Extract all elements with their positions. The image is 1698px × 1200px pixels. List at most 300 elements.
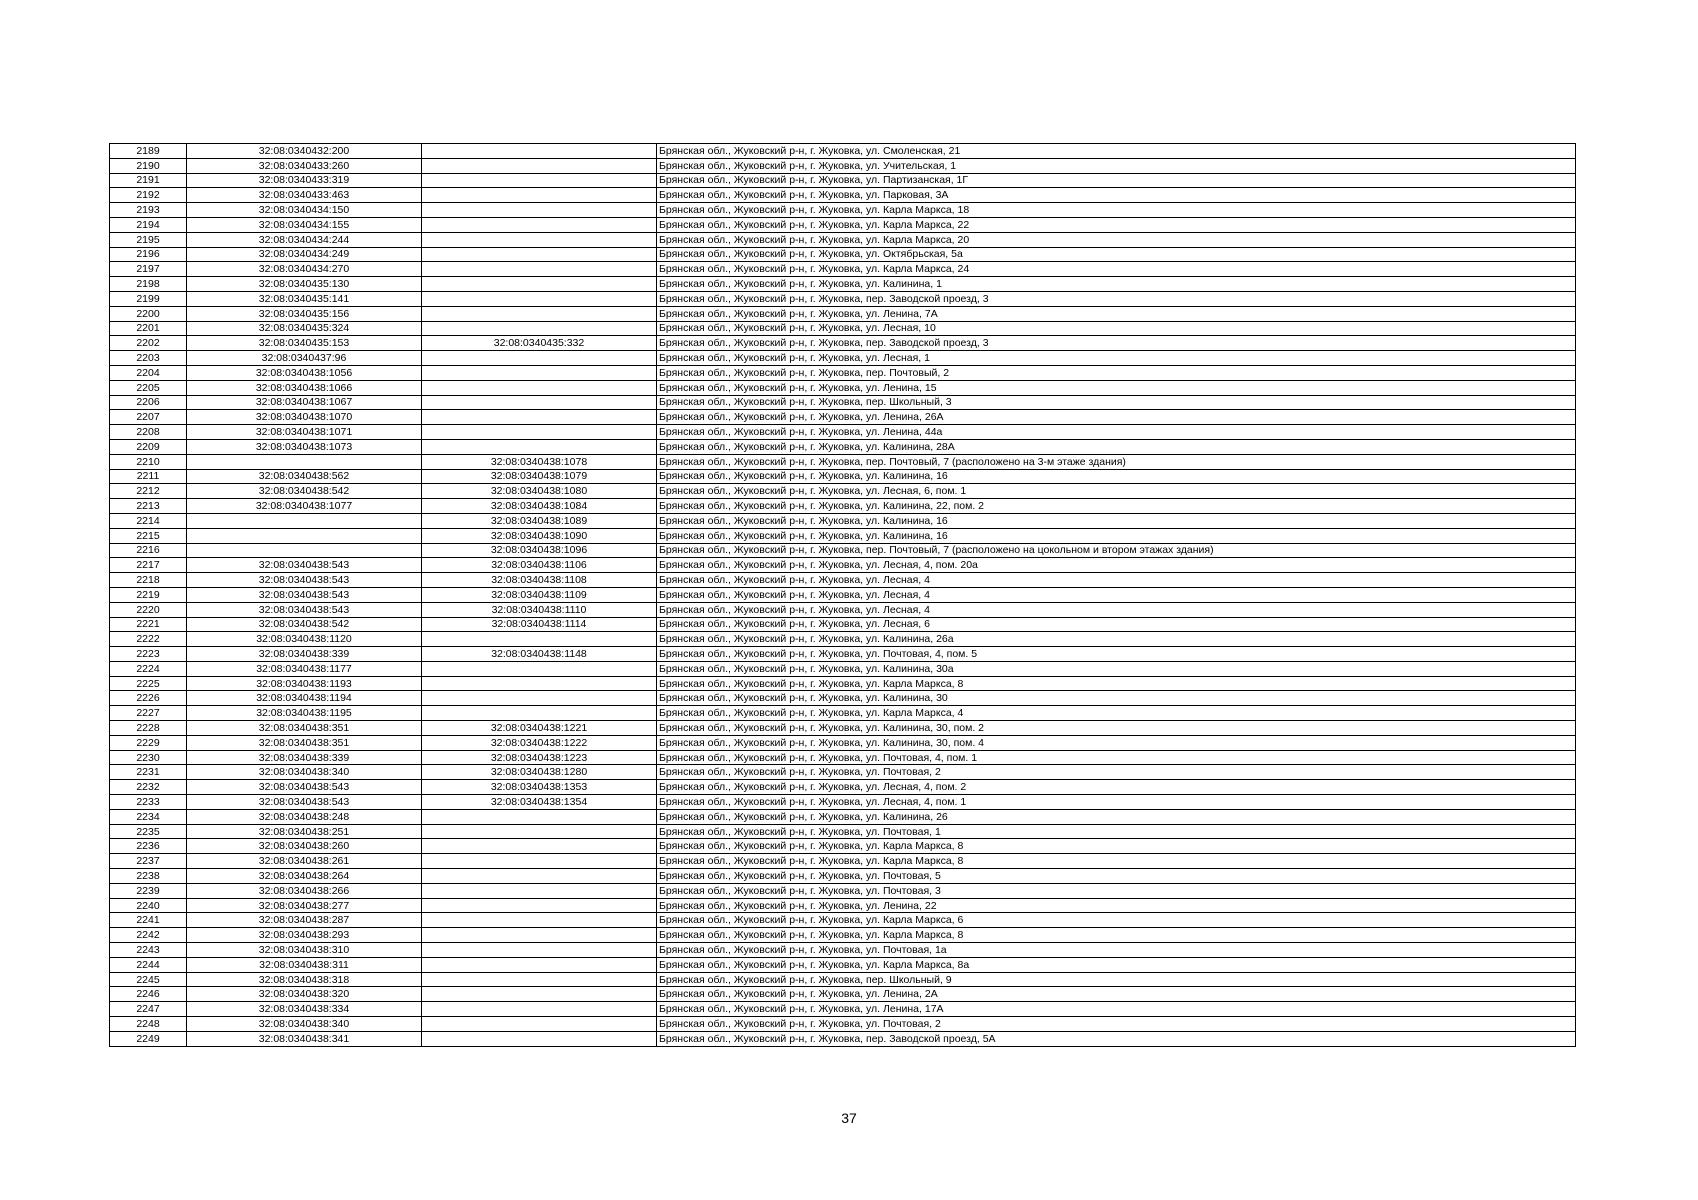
object-number-cell	[422, 277, 657, 292]
object-number-cell: 32:08:0340438:1114	[422, 617, 657, 632]
address-cell: Брянская обл., Жуковский р-н, г. Жуковка, ул. Ленина, 22	[657, 898, 1576, 913]
table-row	[110, 439, 1576, 454]
table-row	[110, 869, 1576, 884]
table-row	[110, 558, 1576, 573]
table-row	[110, 306, 1576, 321]
object-number-cell: 32:08:0340438:1221	[422, 721, 657, 736]
cadastral-number-cell: 32:08:0340438:264	[187, 869, 422, 884]
cadastral-number-cell: 32:08:0340433:463	[187, 188, 422, 203]
object-number-cell	[422, 173, 657, 188]
address-cell: Брянская обл., Жуковский р-н, г. Жуковка, ул. Калинина, 1	[657, 277, 1576, 292]
address-cell: Брянская обл., Жуковский р-н, г. Жуковка, ул. Лесная, 4, пом. 1	[657, 795, 1576, 810]
cadastral-number-cell: 32:08:0340438:341	[187, 1031, 422, 1046]
row-number-cell: 2226	[110, 691, 187, 706]
cadastral-number-cell: 32:08:0340438:351	[187, 735, 422, 750]
object-number-cell	[422, 351, 657, 366]
row-number-cell: 2232	[110, 780, 187, 795]
row-number-cell: 2206	[110, 395, 187, 410]
address-cell: Брянская обл., Жуковский р-н, г. Жуковка, ул. Почтовая, 4, пом. 1	[657, 750, 1576, 765]
table-row	[110, 410, 1576, 425]
address-cell: Брянская обл., Жуковский р-н, г. Жуковка, ул. Калинина, 30а	[657, 661, 1576, 676]
address-cell: Брянская обл., Жуковский р-н, г. Жуковка, ул. Ленина, 2А	[657, 987, 1576, 1002]
row-number-cell: 2225	[110, 676, 187, 691]
cadastral-number-cell: 32:08:0340438:334	[187, 1002, 422, 1017]
object-number-cell	[422, 839, 657, 854]
row-number-cell: 2220	[110, 602, 187, 617]
cadastral-number-cell: 32:08:0340438:311	[187, 957, 422, 972]
address-cell: Брянская обл., Жуковский р-н, г. Жуковка, ул. Калинина, 22, пом. 2	[657, 499, 1576, 514]
cadastral-number-cell: 32:08:0340438:339	[187, 647, 422, 662]
object-number-cell	[422, 972, 657, 987]
table-row	[110, 824, 1576, 839]
object-number-cell	[422, 291, 657, 306]
row-number-cell: 2221	[110, 617, 187, 632]
object-number-cell: 32:08:0340438:1353	[422, 780, 657, 795]
table-row	[110, 943, 1576, 958]
table-row	[110, 232, 1576, 247]
address-cell: Брянская обл., Жуковский р-н, г. Жуковка, ул. Почтовая, 5	[657, 869, 1576, 884]
address-cell: Брянская обл., Жуковский р-н, г. Жуковка, ул. Карла Маркса, 8а	[657, 957, 1576, 972]
cadastral-number-cell: 32:08:0340438:542	[187, 617, 422, 632]
object-number-cell	[422, 365, 657, 380]
object-number-cell: 32:08:0340438:1084	[422, 499, 657, 514]
cadastral-number-cell: 32:08:0340438:351	[187, 721, 422, 736]
object-number-cell: 32:08:0340438:1089	[422, 513, 657, 528]
row-number-cell: 2231	[110, 765, 187, 780]
row-number-cell: 2190	[110, 158, 187, 173]
table-row	[110, 780, 1576, 795]
table-row	[110, 854, 1576, 869]
address-cell: Брянская обл., Жуковский р-н, г. Жуковка, пер. Почтовый, 7 (расположено на цокольном и втором этажах здания)	[657, 543, 1576, 558]
cadastral-number-cell: 32:08:0340434:270	[187, 262, 422, 277]
table-row	[110, 647, 1576, 662]
address-cell: Брянская обл., Жуковский р-н, г. Жуковка, ул. Лесная, 1	[657, 351, 1576, 366]
address-cell: Брянская обл., Жуковский р-н, г. Жуковка, ул. Учительская, 1	[657, 158, 1576, 173]
table-row	[110, 321, 1576, 336]
object-number-cell	[422, 854, 657, 869]
cadastral-number-cell: 32:08:0340435:156	[187, 306, 422, 321]
address-cell: Брянская обл., Жуковский р-н, г. Жуковка, ул. Лесная, 10	[657, 321, 1576, 336]
row-number-cell: 2196	[110, 247, 187, 262]
table-row	[110, 1002, 1576, 1017]
row-number-cell: 2244	[110, 957, 187, 972]
address-cell: Брянская обл., Жуковский р-н, г. Жуковка, ул. Калинина, 30, пом. 4	[657, 735, 1576, 750]
table-body	[110, 144, 1576, 1047]
object-number-cell	[422, 203, 657, 218]
table-row	[110, 144, 1576, 159]
cadastral-number-cell: 32:08:0340438:248	[187, 809, 422, 824]
cadastral-number-cell: 32:08:0340438:1177	[187, 661, 422, 676]
row-number-cell: 2210	[110, 454, 187, 469]
cadastral-number-cell: 32:08:0340438:543	[187, 780, 422, 795]
cadastral-number-cell: 32:08:0340438:251	[187, 824, 422, 839]
cadastral-number-cell	[187, 454, 422, 469]
object-number-cell	[422, 158, 657, 173]
address-cell: Брянская обл., Жуковский р-н, г. Жуковка, ул. Карла Маркса, 22	[657, 217, 1576, 232]
cadastral-number-cell: 32:08:0340438:1073	[187, 439, 422, 454]
cadastral-number-cell: 32:08:0340438:339	[187, 750, 422, 765]
table-row	[110, 528, 1576, 543]
row-number-cell: 2198	[110, 277, 187, 292]
table-row	[110, 928, 1576, 943]
table-row	[110, 957, 1576, 972]
object-number-cell: 32:08:0340438:1110	[422, 602, 657, 617]
table-row	[110, 721, 1576, 736]
cadastral-number-cell: 32:08:0340438:1056	[187, 365, 422, 380]
address-cell: Брянская обл., Жуковский р-н, г. Жуковка, ул. Калинина, 26	[657, 809, 1576, 824]
table-row	[110, 277, 1576, 292]
cadastral-number-cell	[187, 528, 422, 543]
table-row	[110, 602, 1576, 617]
row-number-cell: 2189	[110, 144, 187, 159]
table-row	[110, 499, 1576, 514]
table-row	[110, 661, 1576, 676]
object-number-cell	[422, 661, 657, 676]
cadastral-number-cell: 32:08:0340438:340	[187, 1017, 422, 1032]
object-number-cell: 32:08:0340438:1354	[422, 795, 657, 810]
table-row	[110, 913, 1576, 928]
cadastral-number-cell: 32:08:0340438:543	[187, 573, 422, 588]
row-number-cell: 2242	[110, 928, 187, 943]
row-number-cell: 2229	[110, 735, 187, 750]
row-number-cell: 2211	[110, 469, 187, 484]
address-cell: Брянская обл., Жуковский р-н, г. Жуковка, пер. Школьный, 9	[657, 972, 1576, 987]
object-number-cell: 32:08:0340438:1079	[422, 469, 657, 484]
table-row	[110, 750, 1576, 765]
table-row	[110, 513, 1576, 528]
cadastral-number-cell: 32:08:0340438:260	[187, 839, 422, 854]
object-number-cell	[422, 262, 657, 277]
table-row	[110, 987, 1576, 1002]
cadastral-number-cell: 32:08:0340434:155	[187, 217, 422, 232]
cadastral-number-cell: 32:08:0340438:1070	[187, 410, 422, 425]
cadastral-number-cell: 32:08:0340438:543	[187, 558, 422, 573]
table-row	[110, 632, 1576, 647]
address-cell: Брянская обл., Жуковский р-н, г. Жуковка, ул. Карла Маркса, 24	[657, 262, 1576, 277]
cadastral-number-cell: 32:08:0340438:320	[187, 987, 422, 1002]
row-number-cell: 2197	[110, 262, 187, 277]
address-cell: Брянская обл., Жуковский р-н, г. Жуковка, пер. Заводской проезд, 5А	[657, 1031, 1576, 1046]
address-cell: Брянская обл., Жуковский р-н, г. Жуковка, ул. Почтовая, 1	[657, 824, 1576, 839]
table-row	[110, 247, 1576, 262]
cadastral-number-cell: 32:08:0340438:1067	[187, 395, 422, 410]
row-number-cell: 2233	[110, 795, 187, 810]
object-number-cell: 32:08:0340435:332	[422, 336, 657, 351]
row-number-cell: 2218	[110, 573, 187, 588]
row-number-cell: 2192	[110, 188, 187, 203]
cadastral-number-cell: 32:08:0340438:543	[187, 587, 422, 602]
table-row	[110, 676, 1576, 691]
object-number-cell: 32:08:0340438:1108	[422, 573, 657, 588]
address-cell: Брянская обл., Жуковский р-н, г. Жуковка, ул. Калинина, 26а	[657, 632, 1576, 647]
row-number-cell: 2237	[110, 854, 187, 869]
row-number-cell: 2238	[110, 869, 187, 884]
row-number-cell: 2201	[110, 321, 187, 336]
row-number-cell: 2249	[110, 1031, 187, 1046]
address-cell: Брянская обл., Жуковский р-н, г. Жуковка, пер. Школьный, 3	[657, 395, 1576, 410]
object-number-cell	[422, 1002, 657, 1017]
address-cell: Брянская обл., Жуковский р-н, г. Жуковка, ул. Почтовая, 2	[657, 765, 1576, 780]
table-row	[110, 735, 1576, 750]
page-number: 37	[841, 1110, 857, 1126]
row-number-cell: 2194	[110, 217, 187, 232]
row-number-cell: 2224	[110, 661, 187, 676]
address-cell: Брянская обл., Жуковский р-н, г. Жуковка, ул. Смоленская, 21	[657, 144, 1576, 159]
address-cell: Брянская обл., Жуковский р-н, г. Жуковка, ул. Лесная, 6	[657, 617, 1576, 632]
address-cell: Брянская обл., Жуковский р-н, г. Жуковка, ул. Почтовая, 3	[657, 883, 1576, 898]
table-row	[110, 484, 1576, 499]
address-cell: Брянская обл., Жуковский р-н, г. Жуковка, ул. Почтовая, 2	[657, 1017, 1576, 1032]
row-number-cell: 2245	[110, 972, 187, 987]
object-number-cell	[422, 1017, 657, 1032]
table-row	[110, 425, 1576, 440]
object-number-cell	[422, 824, 657, 839]
table-row	[110, 809, 1576, 824]
cadastral-number-cell	[187, 513, 422, 528]
address-cell: Брянская обл., Жуковский р-н, г. Жуковка, ул. Калинина, 16	[657, 469, 1576, 484]
cadastral-number-cell: 32:08:0340434:249	[187, 247, 422, 262]
row-number-cell: 2241	[110, 913, 187, 928]
row-number-cell: 2204	[110, 365, 187, 380]
table-row	[110, 262, 1576, 277]
table-row	[110, 395, 1576, 410]
cadastral-number-cell	[187, 543, 422, 558]
object-number-cell	[422, 957, 657, 972]
object-number-cell	[422, 898, 657, 913]
object-number-cell	[422, 928, 657, 943]
address-cell: Брянская обл., Жуковский р-н, г. Жуковка, ул. Карла Маркса, 8	[657, 928, 1576, 943]
cadastral-number-cell: 32:08:0340438:1193	[187, 676, 422, 691]
table-row	[110, 365, 1576, 380]
cadastral-number-cell: 32:08:0340438:293	[187, 928, 422, 943]
row-number-cell: 2230	[110, 750, 187, 765]
cadastral-number-cell: 32:08:0340438:266	[187, 883, 422, 898]
object-number-cell: 32:08:0340438:1148	[422, 647, 657, 662]
row-number-cell: 2247	[110, 1002, 187, 1017]
object-number-cell	[422, 144, 657, 159]
row-number-cell: 2205	[110, 380, 187, 395]
table-row	[110, 972, 1576, 987]
object-number-cell	[422, 395, 657, 410]
address-cell: Брянская обл., Жуковский р-н, г. Жуковка, ул. Карла Маркса, 8	[657, 676, 1576, 691]
cadastral-number-cell: 32:08:0340435:324	[187, 321, 422, 336]
cadastral-number-cell: 32:08:0340438:1077	[187, 499, 422, 514]
address-cell: Брянская обл., Жуковский р-н, г. Жуковка, пер. Почтовый, 2	[657, 365, 1576, 380]
cadastral-number-cell: 32:08:0340433:319	[187, 173, 422, 188]
object-number-cell: 32:08:0340438:1080	[422, 484, 657, 499]
object-number-cell: 32:08:0340438:1223	[422, 750, 657, 765]
object-number-cell	[422, 691, 657, 706]
cadastral-number-cell: 32:08:0340438:542	[187, 484, 422, 499]
table-row	[110, 883, 1576, 898]
object-number-cell	[422, 321, 657, 336]
object-number-cell	[422, 380, 657, 395]
table-row	[110, 336, 1576, 351]
address-cell: Брянская обл., Жуковский р-н, г. Жуковка, ул. Карла Маркса, 8	[657, 854, 1576, 869]
table-row	[110, 454, 1576, 469]
object-number-cell	[422, 809, 657, 824]
cadastral-number-cell: 32:08:0340438:340	[187, 765, 422, 780]
address-cell: Брянская обл., Жуковский р-н, г. Жуковка, ул. Ленина, 15	[657, 380, 1576, 395]
table-row	[110, 188, 1576, 203]
address-cell: Брянская обл., Жуковский р-н, г. Жуковка, ул. Карла Маркса, 4	[657, 706, 1576, 721]
address-cell: Брянская обл., Жуковский р-н, г. Жуковка, ул. Октябрьская, 5а	[657, 247, 1576, 262]
address-cell: Брянская обл., Жуковский р-н, г. Жуковка, ул. Лесная, 6, пом. 1	[657, 484, 1576, 499]
cadastral-number-cell: 32:08:0340438:543	[187, 602, 422, 617]
object-number-cell	[422, 706, 657, 721]
row-number-cell: 2202	[110, 336, 187, 351]
row-number-cell: 2227	[110, 706, 187, 721]
cadastral-number-cell: 32:08:0340438:1120	[187, 632, 422, 647]
cadastral-number-cell: 32:08:0340438:1195	[187, 706, 422, 721]
address-cell: Брянская обл., Жуковский р-н, г. Жуковка, ул. Калинина, 30	[657, 691, 1576, 706]
table-row	[110, 795, 1576, 810]
table-row	[110, 543, 1576, 558]
table-row	[110, 158, 1576, 173]
table-row	[110, 291, 1576, 306]
cadastral-number-cell: 32:08:0340438:1071	[187, 425, 422, 440]
row-number-cell: 2235	[110, 824, 187, 839]
table-row	[110, 1017, 1576, 1032]
row-number-cell: 2223	[110, 647, 187, 662]
cadastral-number-cell: 32:08:0340435:141	[187, 291, 422, 306]
table-row	[110, 839, 1576, 854]
table-row	[110, 617, 1576, 632]
cadastral-number-cell: 32:08:0340435:153	[187, 336, 422, 351]
address-cell: Брянская обл., Жуковский р-н, г. Жуковка, ул. Лесная, 4, пом. 20а	[657, 558, 1576, 573]
row-number-cell: 2208	[110, 425, 187, 440]
table-row	[110, 691, 1576, 706]
cadastral-number-cell: 32:08:0340438:261	[187, 854, 422, 869]
row-number-cell: 2216	[110, 543, 187, 558]
cadastral-number-cell: 32:08:0340438:287	[187, 913, 422, 928]
object-number-cell: 32:08:0340438:1090	[422, 528, 657, 543]
address-cell: Брянская обл., Жуковский р-н, г. Жуковка, ул. Лесная, 4, пом. 2	[657, 780, 1576, 795]
address-cell: Брянская обл., Жуковский р-н, г. Жуковка, ул. Карла Маркса, 6	[657, 913, 1576, 928]
object-number-cell: 32:08:0340438:1222	[422, 735, 657, 750]
table-row	[110, 203, 1576, 218]
object-number-cell	[422, 632, 657, 647]
cadastral-number-cell: 32:08:0340438:318	[187, 972, 422, 987]
address-cell: Брянская обл., Жуковский р-н, г. Жуковка, пер. Почтовый, 7 (расположено на 3-м этаже здания)	[657, 454, 1576, 469]
row-number-cell: 2234	[110, 809, 187, 824]
cadastral-number-cell: 32:08:0340434:150	[187, 203, 422, 218]
address-cell: Брянская обл., Жуковский р-н, г. Жуковка, пер. Заводской проезд, 3	[657, 336, 1576, 351]
object-number-cell: 32:08:0340438:1078	[422, 454, 657, 469]
cadastral-number-cell: 32:08:0340435:130	[187, 277, 422, 292]
object-number-cell	[422, 913, 657, 928]
row-number-cell: 2239	[110, 883, 187, 898]
address-cell: Брянская обл., Жуковский р-н, г. Жуковка, ул. Ленина, 44а	[657, 425, 1576, 440]
row-number-cell: 2248	[110, 1017, 187, 1032]
address-cell: Брянская обл., Жуковский р-н, г. Жуковка, ул. Калинина, 30, пом. 2	[657, 721, 1576, 736]
row-number-cell: 2193	[110, 203, 187, 218]
table-row	[110, 587, 1576, 602]
address-cell: Брянская обл., Жуковский р-н, г. Жуковка, ул. Почтовая, 4, пом. 5	[657, 647, 1576, 662]
cadastral-number-cell: 32:08:0340438:277	[187, 898, 422, 913]
property-table	[109, 143, 1576, 1047]
row-number-cell: 2200	[110, 306, 187, 321]
table-row	[110, 469, 1576, 484]
object-number-cell	[422, 217, 657, 232]
address-cell: Брянская обл., Жуковский р-н, г. Жуковка, ул. Лесная, 4	[657, 602, 1576, 617]
object-number-cell: 32:08:0340438:1280	[422, 765, 657, 780]
row-number-cell: 2222	[110, 632, 187, 647]
address-cell: Брянская обл., Жуковский р-н, г. Жуковка, ул. Ленина, 26А	[657, 410, 1576, 425]
cadastral-number-cell: 32:08:0340432:200	[187, 144, 422, 159]
row-number-cell: 2215	[110, 528, 187, 543]
table-row	[110, 765, 1576, 780]
address-cell: Брянская обл., Жуковский р-н, г. Жуковка, ул. Партизанская, 1Г	[657, 173, 1576, 188]
object-number-cell	[422, 883, 657, 898]
address-cell: Брянская обл., Жуковский р-н, г. Жуковка, ул. Ленина, 7А	[657, 306, 1576, 321]
row-number-cell: 2240	[110, 898, 187, 913]
cadastral-number-cell: 32:08:0340438:1066	[187, 380, 422, 395]
object-number-cell	[422, 188, 657, 203]
cadastral-number-cell: 32:08:0340437:96	[187, 351, 422, 366]
cadastral-number-cell: 32:08:0340433:260	[187, 158, 422, 173]
row-number-cell: 2209	[110, 439, 187, 454]
address-cell: Брянская обл., Жуковский р-н, г. Жуковка, ул. Калинина, 16	[657, 513, 1576, 528]
row-number-cell: 2191	[110, 173, 187, 188]
object-number-cell	[422, 306, 657, 321]
row-number-cell: 2246	[110, 987, 187, 1002]
row-number-cell: 2199	[110, 291, 187, 306]
row-number-cell: 2207	[110, 410, 187, 425]
row-number-cell: 2228	[110, 721, 187, 736]
object-number-cell	[422, 943, 657, 958]
table-row	[110, 1031, 1576, 1046]
cadastral-number-cell: 32:08:0340438:1194	[187, 691, 422, 706]
address-cell: Брянская обл., Жуковский р-н, г. Жуковка, пер. Заводской проезд, 3	[657, 291, 1576, 306]
row-number-cell: 2236	[110, 839, 187, 854]
object-number-cell	[422, 869, 657, 884]
object-number-cell	[422, 439, 657, 454]
address-cell: Брянская обл., Жуковский р-н, г. Жуковка, ул. Ленина, 17А	[657, 1002, 1576, 1017]
address-cell: Брянская обл., Жуковский р-н, г. Жуковка, ул. Почтовая, 1а	[657, 943, 1576, 958]
object-number-cell	[422, 987, 657, 1002]
object-number-cell	[422, 425, 657, 440]
object-number-cell: 32:08:0340438:1096	[422, 543, 657, 558]
address-cell: Брянская обл., Жуковский р-н, г. Жуковка, ул. Лесная, 4	[657, 587, 1576, 602]
row-number-cell: 2217	[110, 558, 187, 573]
row-number-cell: 2203	[110, 351, 187, 366]
row-number-cell: 2195	[110, 232, 187, 247]
cadastral-number-cell: 32:08:0340434:244	[187, 232, 422, 247]
address-cell: Брянская обл., Жуковский р-н, г. Жуковка, ул. Карла Маркса, 8	[657, 839, 1576, 854]
table-row	[110, 351, 1576, 366]
table-row	[110, 173, 1576, 188]
object-number-cell	[422, 410, 657, 425]
table-row	[110, 706, 1576, 721]
address-cell: Брянская обл., Жуковский р-н, г. Жуковка, ул. Лесная, 4	[657, 573, 1576, 588]
table-row	[110, 898, 1576, 913]
row-number-cell: 2214	[110, 513, 187, 528]
address-cell: Брянская обл., Жуковский р-н, г. Жуковка, ул. Калинина, 16	[657, 528, 1576, 543]
table-row	[110, 217, 1576, 232]
cadastral-number-cell: 32:08:0340438:310	[187, 943, 422, 958]
object-number-cell	[422, 247, 657, 262]
table-row	[110, 573, 1576, 588]
address-cell: Брянская обл., Жуковский р-н, г. Жуковка, ул. Парковая, 3А	[657, 188, 1576, 203]
object-number-cell	[422, 232, 657, 247]
row-number-cell: 2219	[110, 587, 187, 602]
address-cell: Брянская обл., Жуковский р-н, г. Жуковка, ул. Калинина, 28А	[657, 439, 1576, 454]
object-number-cell	[422, 1031, 657, 1046]
object-number-cell	[422, 676, 657, 691]
object-number-cell: 32:08:0340438:1109	[422, 587, 657, 602]
object-number-cell: 32:08:0340438:1106	[422, 558, 657, 573]
